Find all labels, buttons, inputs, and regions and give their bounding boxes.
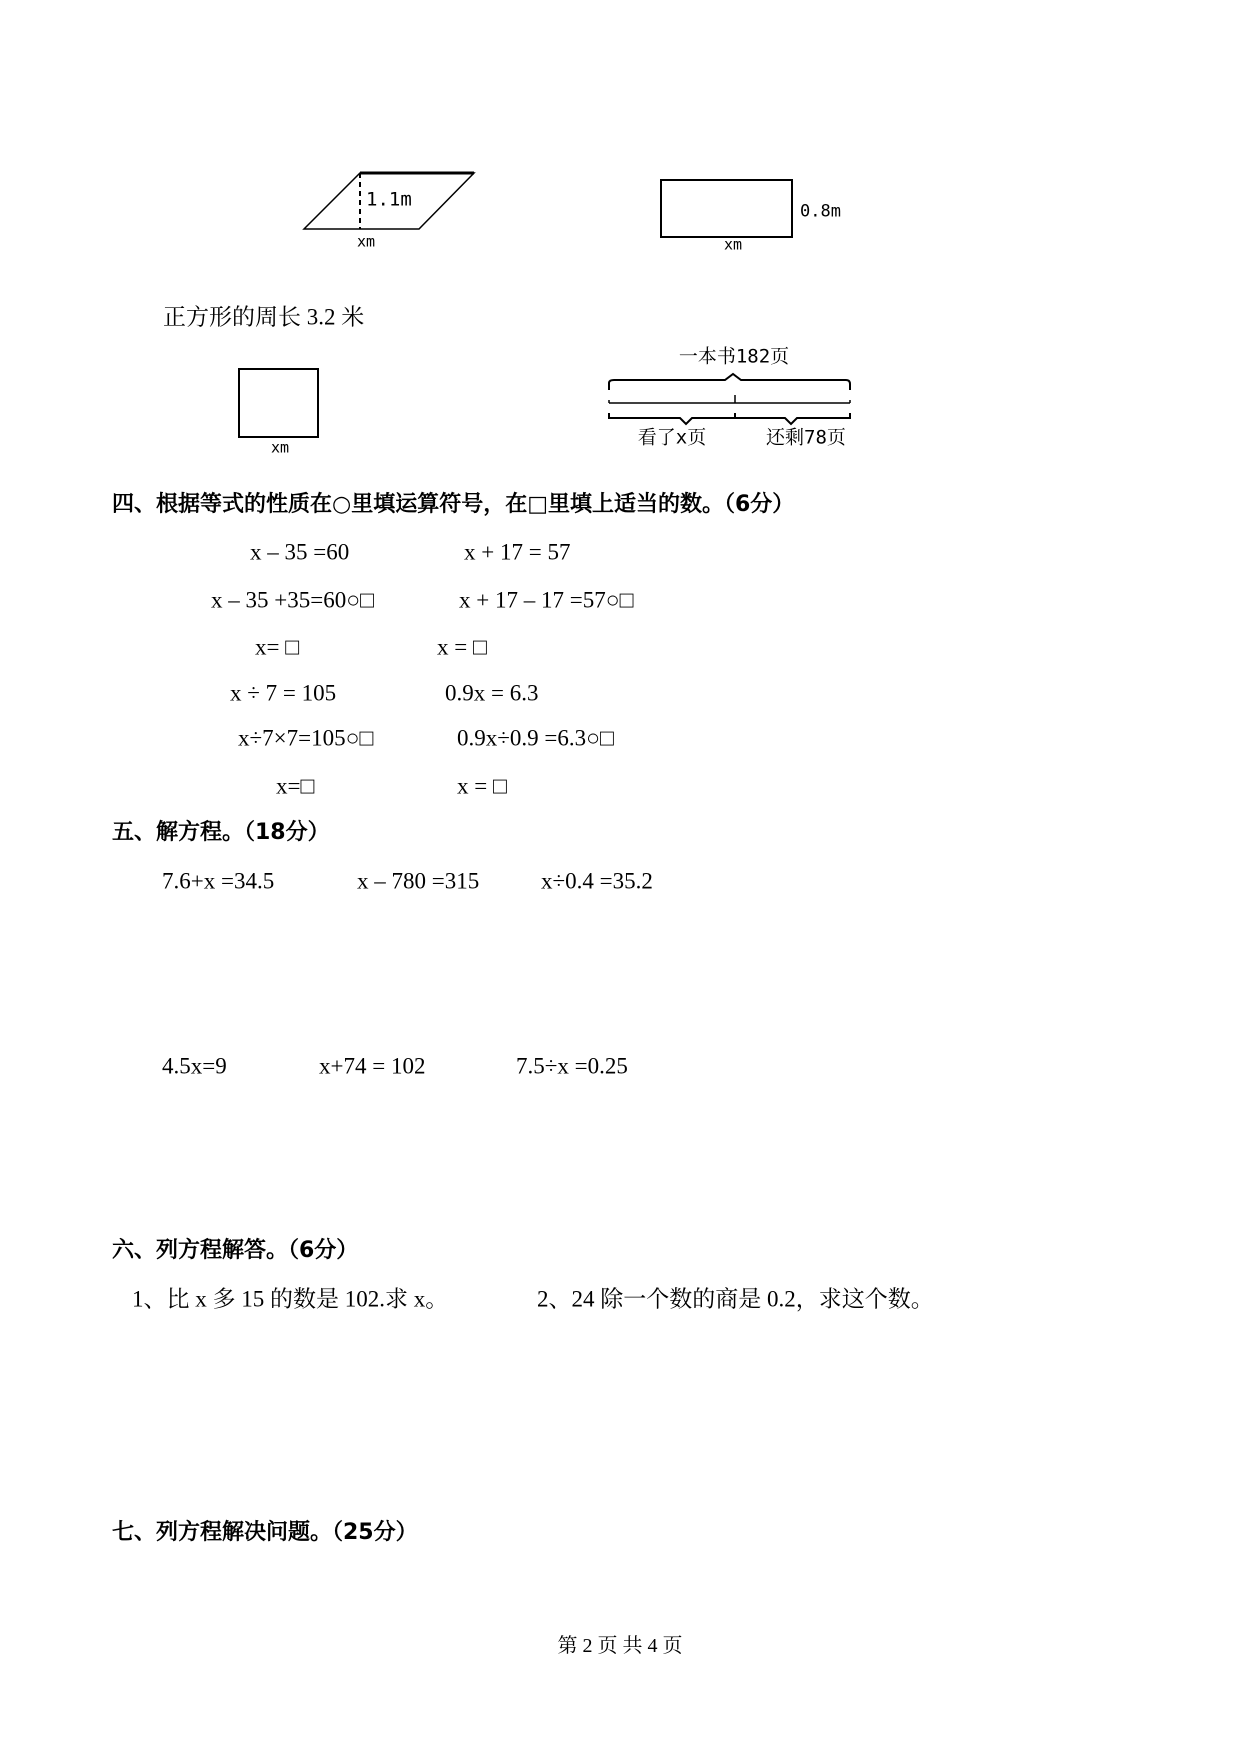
eq-right-3: x = □	[437, 634, 487, 660]
eq-right-5: 0.9x÷0.9 =6.3○□	[457, 725, 614, 751]
section6-heading: 六、列方程解答。（6分）	[112, 1238, 359, 1263]
equation: 4.5x=9	[162, 1053, 227, 1079]
equation: x+74 = 102	[319, 1053, 426, 1079]
eq-left-2: x – 35 +35=60○□	[211, 587, 374, 613]
question-1: 1、比 x 多 15 的数是 102.求 x。	[132, 1286, 449, 1312]
eq-right-2: x + 17 – 17 =57○□	[459, 587, 634, 613]
book-read-label: 看了x页	[637, 426, 707, 449]
book-brace-diagram	[609, 374, 850, 424]
square-caption: 正方形的周长 3.2 米	[163, 304, 365, 330]
eq-right-6: x = □	[457, 773, 507, 799]
section7-heading: 七、列方程解决问题。（25分）	[112, 1520, 418, 1545]
equation: x÷0.4 =35.2	[541, 868, 653, 894]
question-2: 2、24 除一个数的商是 0.2，求这个数。	[537, 1286, 934, 1312]
section5-heading: 五、解方程。（18分）	[112, 820, 330, 845]
parallelogram-base-label: xm	[357, 232, 376, 251]
eq-left-4: x ÷ 7 = 105	[230, 680, 337, 706]
square-shape	[239, 369, 318, 437]
eq-left-5: x÷7×7=105○□	[238, 725, 374, 751]
rectangle-side-label: 0.8m	[800, 201, 841, 222]
equation: 7.6+x =34.5	[162, 868, 275, 894]
eq-left-6: x=□	[276, 773, 315, 799]
book-total-label: 一本书182页	[678, 345, 790, 368]
section4-heading: 四、根据等式的性质在○里填运算符号，在□里填上适当的数。（6分）	[112, 492, 795, 517]
eq-left-3: x= □	[255, 634, 300, 660]
page-footer: 第 2 页 共 4 页	[557, 1635, 683, 1657]
parallelogram-height-label: 1.1m	[366, 188, 412, 211]
equation: 7.5÷x =0.25	[516, 1053, 628, 1079]
eq-right-4: 0.9x = 6.3	[445, 680, 539, 706]
eq-left-1: x – 35 =60	[250, 539, 350, 565]
book-left-label: 还剩78页	[766, 426, 846, 449]
rectangle-base-label: xm	[724, 235, 743, 254]
square-base-label: xm	[271, 438, 290, 457]
equation: x – 780 =315	[357, 868, 480, 894]
eq-right-1: x + 17 = 57	[464, 539, 571, 565]
rectangle-shape	[661, 180, 792, 237]
